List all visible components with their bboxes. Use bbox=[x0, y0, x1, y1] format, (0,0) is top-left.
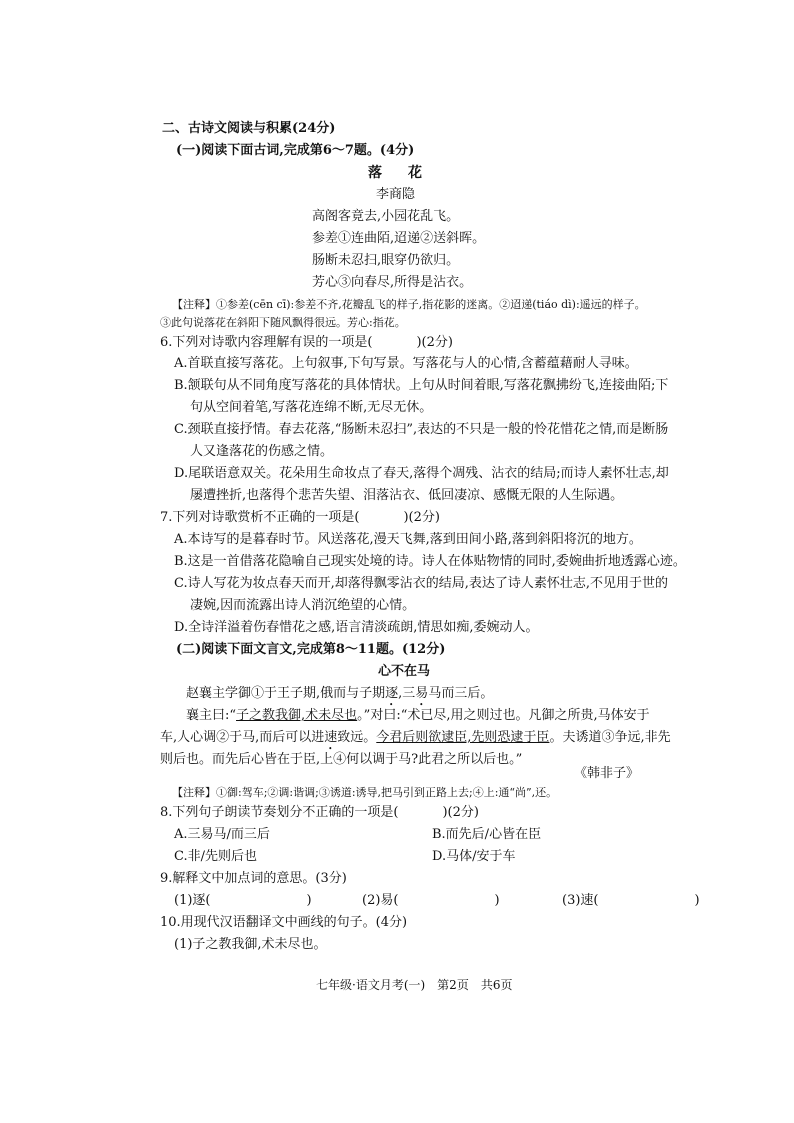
part2-heading: (二)阅读下面文言文,完成第8～11题。(12分) bbox=[176, 642, 446, 657]
q6-stem: 6.下列对诗歌内容理解有误的一项是( )(2分) bbox=[160, 335, 453, 350]
passage-title: 心不在马 bbox=[378, 664, 431, 679]
q9-item-3: (3)速( ) bbox=[562, 893, 700, 908]
poem-note-2: ③此句说落花在斜阳下随风飘得很远。芳心:指花。 bbox=[160, 316, 406, 329]
q9-item-1: (1)逐( ) bbox=[174, 893, 312, 908]
q7-option-d: D.全诗洋溢着伤春惜花之感,语言清淡疏朗,情思如痴,委婉动人。 bbox=[174, 620, 539, 635]
poem-note-1: 【注释】①参差(cēn cī):参差不齐,花瓣乱飞的样子,指花影的迷离。②迢递(tiáo dì):遥远的样子。 bbox=[172, 298, 646, 311]
poem-line-3: 肠断未忍扫,眼穿仍欲归。 bbox=[312, 253, 460, 268]
passage-source: 《韩非子》 bbox=[574, 766, 640, 781]
poem-line-2: 参差①连曲陌,迢递②送斜晖。 bbox=[312, 231, 486, 246]
q9-stem: 9.解释文中加点词的意思。(3分) bbox=[160, 871, 347, 886]
q6-option-d-line1: D.尾联语意双关。花朵用生命妆点了春天,落得个凋残、沾衣的结局;而诗人素怀壮志,却 bbox=[174, 466, 669, 481]
poem-line-1: 高阁客竟去,小园花乱飞。 bbox=[312, 209, 460, 224]
q6-option-b-line1: B.颔联句从不同角度写落花的具体情状。上句从时间着眼,写落花飘拂纷飞,连接曲陌;下 bbox=[174, 378, 669, 393]
q7-option-c-line1: C.诗人写花为妆点春天而开,却落得飘零沾衣的结局,表达了诗人素怀壮志,不见用于世的 bbox=[174, 576, 669, 591]
q10-stem: 10.用现代汉语翻译文中画线的句子。(4分) bbox=[160, 915, 408, 930]
q7-stem: 7.下列对诗歌赏析不正确的一项是( )(2分) bbox=[160, 510, 440, 525]
q6-option-b-line2: 句从空间着笔,写落花连绵不断,无尽无休。 bbox=[190, 400, 433, 415]
passage-line-1: 赵襄主学御①于王子期,俄而与子期逐,三易马而三后。 bbox=[186, 686, 494, 701]
part1-heading: (一)阅读下面古词,完成第6～7题。(4分) bbox=[176, 143, 415, 158]
q7-option-a: A.本诗写的是暮春时节。风送落花,漫天飞舞,落到田间小路,落到斜阳将沉的地方。 bbox=[174, 532, 642, 547]
poem-line-4: 芳心③向春尽,所得是沾衣。 bbox=[312, 275, 473, 290]
q8-option-b: B.而先后/心皆在臣 bbox=[432, 827, 542, 842]
q7-option-c-line2: 凄婉,因而流露出诗人消沉绝望的心情。 bbox=[190, 598, 416, 613]
page-footer: 七年级·语文月考(一) 第2页 共6页 bbox=[316, 978, 513, 992]
passage-note: 【注释】①御:驾车;②调:谐调;③诱道:诱导,把马引到正路上去;④上:通“尚”,还。 bbox=[172, 786, 558, 799]
q6-option-c-line1: C.颈联直接抒情。春去花落,“肠断未忍扫”,表达的不只是一般的怜花惜花之情,而是断肠 bbox=[174, 422, 669, 437]
passage-line-2: 襄主曰:“子之教我御,术未尽也。”对曰:“术已尽,用之则过也。凡御之所贵,马体安于 bbox=[186, 708, 650, 723]
q8-option-d: D.马体/安于车 bbox=[432, 849, 516, 864]
section-heading: 二、古诗文阅读与积累(24分) bbox=[162, 121, 336, 136]
q8-stem: 8.下列句子朗读节奏划分不正确的一项是( )(2分) bbox=[160, 805, 479, 820]
q6-option-a: A.首联直接写落花。上句叙事,下句写景。写落花与人的心情,含蓄蕴藉耐人寻味。 bbox=[174, 356, 638, 371]
q6-option-d-line2: 屡遭挫折,也落得个悲苦失望、泪落沾衣、低回凄凉、感慨无限的人生际遇。 bbox=[190, 488, 624, 503]
passage-line-4: 则后也。而先后心皆在于臣,上④何以调于马?此君之所以后也。” bbox=[160, 752, 523, 767]
q7-option-b: B.这是一首借落花隐喻自己现实处境的诗。诗人在体贴物情的同时,委婉曲折地透露心迹。 bbox=[174, 554, 686, 569]
poem-title: 落花 bbox=[368, 165, 448, 181]
passage-line-3: 车,人心调②于马,而后可以进速致远。今君后则欲逮臣,先则恐逮于臣。夫诱道③争远,非先 bbox=[160, 730, 671, 745]
poem-author: 李商隐 bbox=[376, 187, 416, 202]
q6-option-c-line2: 人又逢落花的伤感之情。 bbox=[190, 444, 334, 459]
q8-option-c: C.非/先则后也 bbox=[174, 849, 257, 864]
q10-item-1: (1)子之教我御,术未尽也。 bbox=[174, 937, 327, 952]
q8-option-a: A.三易马/而三后 bbox=[174, 827, 270, 842]
q9-item-2: (2)易( ) bbox=[362, 893, 500, 908]
